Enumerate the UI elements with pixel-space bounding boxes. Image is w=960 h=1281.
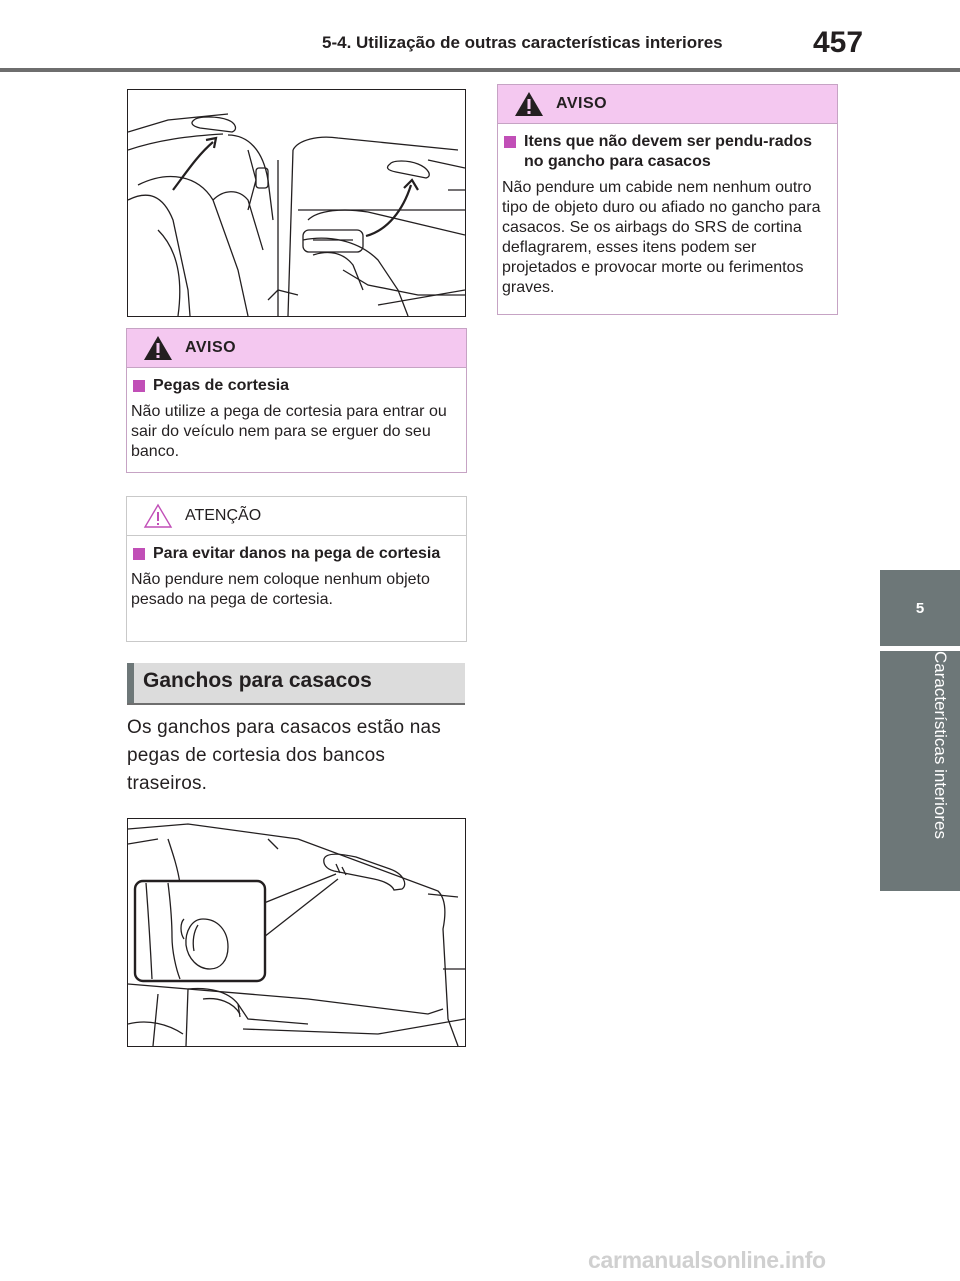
warning-box-header [498,85,837,124]
caution-box-handle-damage [126,496,467,642]
section-heading-title: Ganchos para casacos [143,669,372,692]
caution-heading: ATENÇÃO [185,507,262,524]
caution-item-title-text: Para evitar danos na pega de cortesia [153,545,441,562]
warning-heading: AVISO [185,339,237,356]
warning-item-text: Não pendure um cabide nem nenhum outro tipo de objeto duro ou afiado no gancho para casacos. Se os airbags do SRS de cortina deflagrarem, esses itens podem ser projetados e provocar morte ou ferimentos graves. [502,179,821,296]
section-heading-coat-hooks [127,663,465,705]
warning-triangle-icon [143,335,173,361]
chapter-number-tab: 5 [880,570,960,646]
caution-box-header [127,497,466,536]
warning-item-title-text: Itens que não devem ser pendu-rados no gancho para casacos [524,133,813,170]
warning-triangle-icon [514,91,544,117]
warning-item-title [502,132,833,172]
footer-watermark: carmanualsonline.info [588,1247,826,1273]
bullet-square-icon [133,548,145,560]
coat-hook-illustration [127,818,466,1047]
bullet-square-icon [504,136,516,148]
caution-triangle-icon [143,503,173,529]
section-paragraph: Os ganchos para casacos estão nas pegas de cortesia dos bancos traseiros. [127,717,441,794]
header-rule [0,68,960,72]
warning-box-header [127,329,466,368]
warning-item-title [131,376,462,396]
page-number: 457 [813,26,864,59]
warning-heading: AVISO [556,95,608,112]
warning-box-courtesy-handles [126,328,467,473]
section-heading-bar [127,663,134,703]
caution-item-title [131,544,462,564]
section-header-title: 5-4. Utilização de outras características interiores [322,33,723,52]
warning-item-text: Não utilize a pega de cortesia para entrar ou sair do veículo nem para se erguer do seu banco. [131,403,447,460]
chapter-label: Características interiores [931,651,950,840]
warning-item-title-text: Pegas de cortesia [153,377,290,394]
caution-item-text: Não pendure nem coloque nenhum objeto pesado na pega de cortesia. [131,571,430,608]
bullet-square-icon [133,380,145,392]
warning-box-coat-hooks [497,84,838,315]
courtesy-handles-illustration [127,89,466,317]
chapter-label-tab [880,651,960,891]
